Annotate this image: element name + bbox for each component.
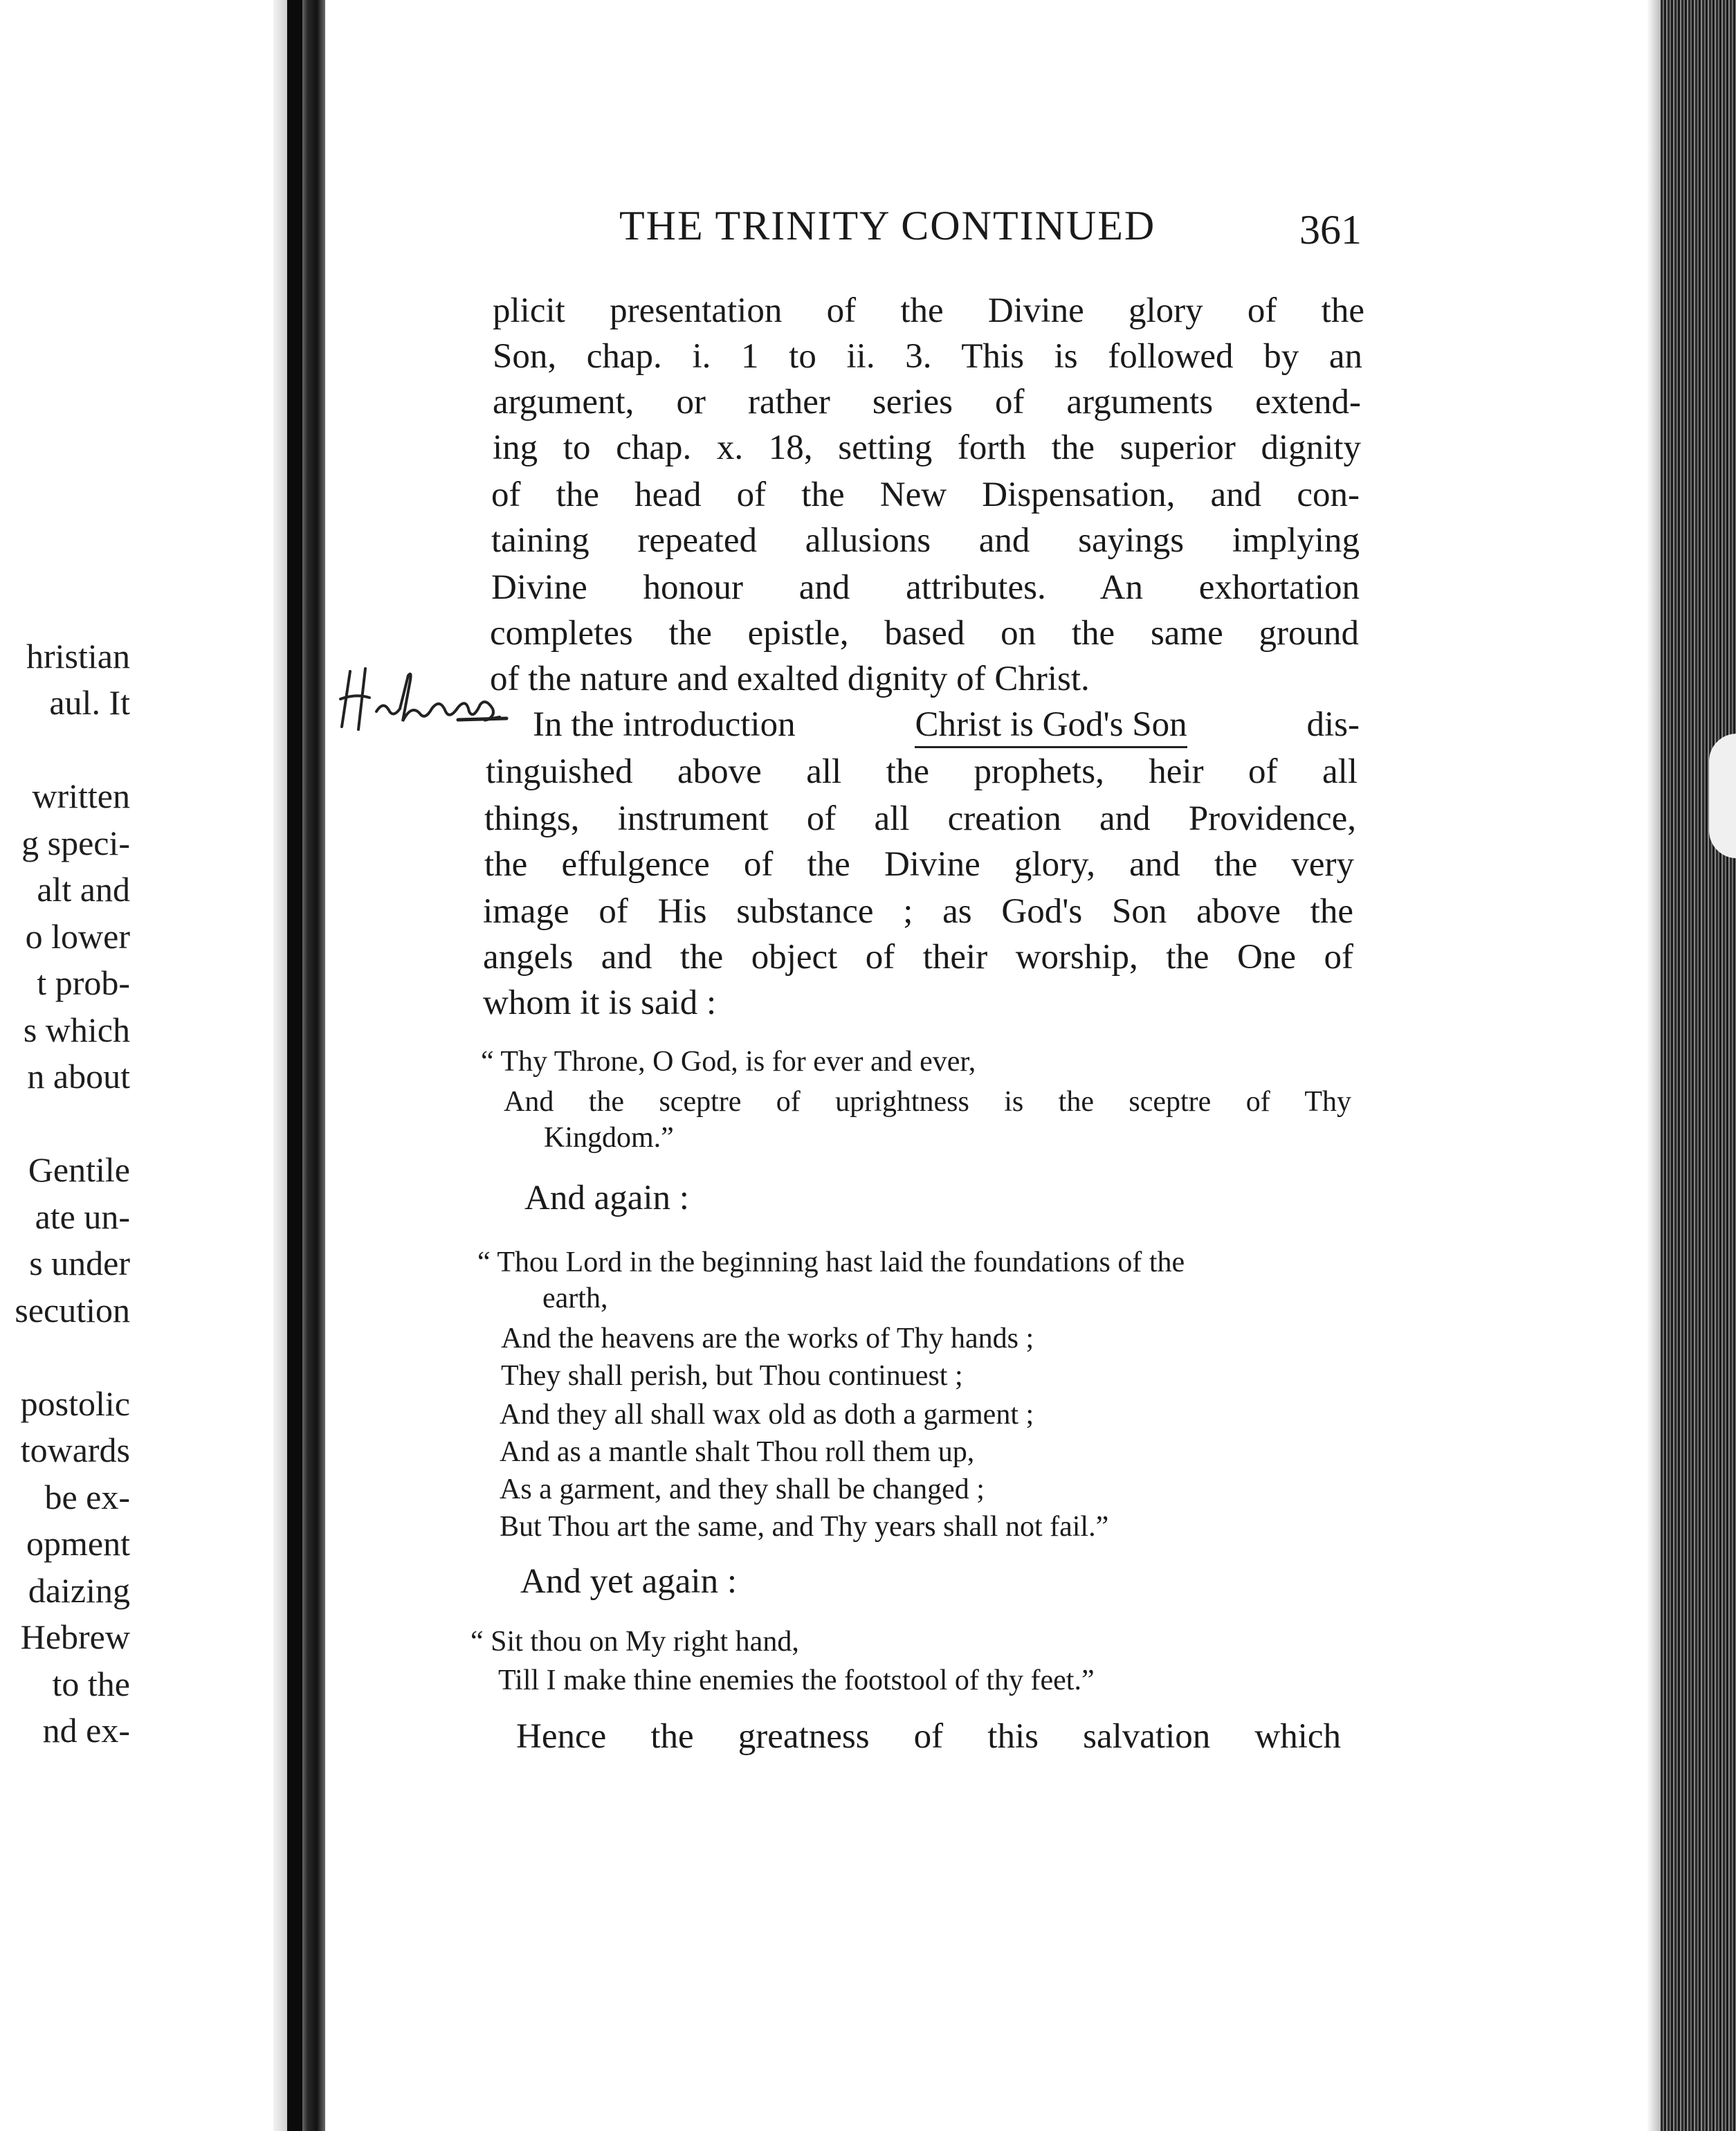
annotation-text: Hebrews.	[408, 727, 440, 737]
left-line: be ex-	[44, 1478, 130, 1516]
page-edge-tab	[1709, 734, 1736, 858]
underlined-phrase: Christ is God's Son	[915, 705, 1187, 748]
page-number: 361	[1299, 207, 1362, 253]
quote-line: And as a mantle shalt Thou roll them up,	[500, 1436, 975, 1468]
book-page-edges	[1661, 0, 1736, 2131]
book-gutter-edge	[287, 0, 302, 2131]
left-page-fragment	[0, 0, 277, 2131]
resume-line: And again :	[524, 1179, 689, 1217]
left-line: aul. It	[49, 683, 130, 722]
body-line: taining repeated allusions and sayings implying	[491, 521, 1360, 560]
body-line: argument, or rather series of arguments extend-	[493, 383, 1361, 421]
running-head-title: THE TRINITY CONTINUED	[619, 203, 1156, 248]
body-line: of the nature and exalted dignity of Christ.	[490, 660, 1090, 698]
left-line: opment	[26, 1524, 130, 1563]
body-line: whom it is said :	[483, 983, 717, 1022]
left-line: written	[32, 777, 130, 815]
quote-line: Kingdom.”	[544, 1122, 674, 1154]
quote-line: “ Thy Throne, O God, is for ever and ever,	[481, 1046, 976, 1078]
left-line: secution	[15, 1291, 130, 1330]
left-line: nd ex-	[42, 1711, 130, 1750]
left-line: g speci-	[21, 824, 130, 862]
quote-line: As a garment, and they shall be changed ;	[500, 1473, 985, 1505]
body-line: ing to chap. x. 18, setting forth the superior dignity	[493, 428, 1361, 467]
left-line: daizing	[28, 1571, 130, 1610]
quote-line: And the sceptre of uprightness is the sceptre of Thy	[504, 1086, 1351, 1118]
quote-line: “ Sit thou on My right hand,	[470, 1626, 799, 1658]
left-line: towards	[20, 1431, 130, 1469]
left-line: s under	[29, 1244, 130, 1282]
body-text: dis-	[1306, 705, 1360, 744]
body-line: tinguished above all the prophets, heir of all	[486, 752, 1358, 791]
left-line: Gentile	[28, 1150, 130, 1189]
resume-line: And yet again :	[520, 1562, 737, 1601]
quote-line: Till I make thine enemies the footstool of thy feet.”	[498, 1665, 1095, 1696]
left-line: hristian	[26, 637, 130, 675]
body-line: angels and the object of their worship, the One of	[483, 938, 1353, 977]
left-line: o lower	[25, 917, 130, 956]
body-line: plicit presentation of the Divine glory of the	[493, 291, 1364, 330]
body-line-underlined	[533, 705, 1360, 748]
body-line: image of His substance ; as God's Son above the	[483, 892, 1353, 931]
left-line: alt and	[37, 870, 130, 909]
left-line: postolic	[20, 1384, 130, 1423]
left-line: t prob-	[37, 963, 130, 1002]
body-text: In the introduction	[533, 705, 796, 744]
body-line: Divine honour and attributes. An exhortation	[491, 568, 1360, 607]
left-line: to the	[52, 1665, 130, 1703]
body-line: completes the epistle, based on the same ground	[490, 614, 1359, 653]
quote-line: And the heavens are the works of Thy hands ;	[501, 1323, 1034, 1354]
body-line: things, instrument of all creation and Providence,	[484, 799, 1356, 838]
body-line: Hence the greatness of this salvation which	[516, 1717, 1341, 1756]
body-line: of the head of the New Dispensation, and con-	[491, 475, 1360, 514]
quote-line: And they all shall wax old as doth a garment ;	[500, 1399, 1034, 1431]
body-line: the effulgence of the Divine glory, and the very	[484, 845, 1354, 884]
left-line: s which	[23, 1010, 130, 1049]
handwritten-annotation	[331, 663, 518, 739]
body-line: Son, chap. i. 1 to ii. 3. This is followed by an	[493, 337, 1362, 376]
quote-line: But Thou art the same, and Thy years shall not fail.”	[500, 1511, 1109, 1543]
left-line: Hebrew	[20, 1617, 130, 1656]
left-line: ate un-	[35, 1197, 130, 1236]
left-line: n about	[27, 1057, 130, 1096]
quote-line: earth,	[542, 1282, 608, 1314]
quote-line: They shall perish, but Thou continuest ;	[501, 1360, 963, 1392]
quote-line: “ Thou Lord in the beginning hast laid the foundations of the	[477, 1246, 1185, 1278]
